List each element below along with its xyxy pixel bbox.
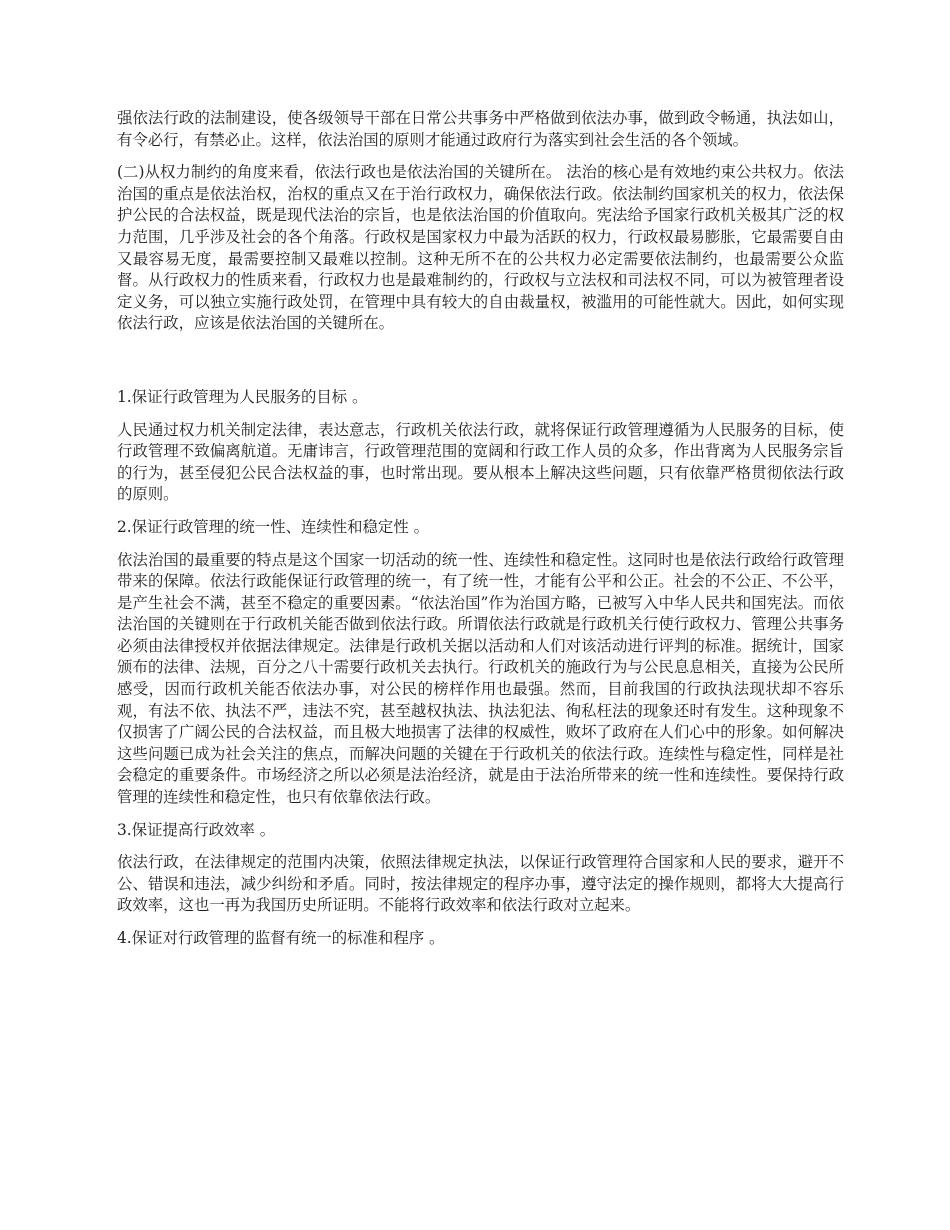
heading-point-1: 1.保证行政管理为人民服务的目标 。: [117, 387, 368, 406]
heading-point-3: 3.保证提高行政效率 。: [117, 820, 276, 839]
paragraph-point-3: 依法行政，在法律规定的范围内决策，依照法律规定执法，以保证行政管理符合国家和人民的要求，避开不公、错误和违法，减少纠纷和矛盾。同时，按法律规定的程序办事，遵守法定的操作规则，都将大大提高行政效率，这也一再为我国历史所证明。不能将行政效率和依法行政对立起来。: [117, 853, 844, 915]
paragraph-point-2: 依法治国的最重要的特点是这个国家一切活动的统一性、连续性和稳定性。这同时也是依法行政给行政管理带来的保障。依法行政能保证行政管理的统一，有了统一性，才能有公平和公正。社会的不公正、不公平，是产生社会不满，甚至不稳定的重要因素。“依法治国”作为治国方略，已被写入中华人民共和国宪法。而依法治国的关键则在于行政机关能否做到依法行政。所谓依法行政就是行政机关行使行政权力、管理公共事务必须由法律授权并依据法律规定。法律是行政机关据以活动和人们对该活动进行评判的标准。据统计，国家颁布的法律、法规，百分之八十需要行政机关去执行。行政机关的施政行为与公民息息相关，直接为公民所感受，因而行政机关能否依法办事，对公民的榜样作用也最强。然而，目前我国的行政执法现状却不容乐观，有法不依、执法不严，违法不究，甚至越权执法、执法犯法、徇私枉法的现象还时有发生。这种现象不仅损害了广阔公民的合法权益，而且极大地损害了法律的权威性，败坏了政府在人们心中的形象。如何解决这些问题已成为社会关注的焦点，而解决问题的关键在于行政机关的依法行政。连续性与稳定性，同样是社会稳定的重要条件。市场经济之所以必须是法治经济，就是由于法治所带来的统一性和连续性。要保持行政管理的连续性和稳定性，也只有依靠依法行政。: [117, 550, 844, 807]
paragraph-intro: 强依法行政的法制建设，使各级领导干部在日常公共事务中严格做到依法办事，做到政令畅通，执法如山，有令必行，有禁必止。这样，依法治国的原则才能通过政府行为落实到社会生活的各个领域。: [117, 109, 844, 149]
heading-point-2: 2.保证行政管理的统一性、连续性和稳定性 。: [117, 517, 429, 536]
paragraph-point-1: 人民通过权力机关制定法律，表达意志，行政机关依法行政，就将保证行政管理遵循为人民服务的目标，使行政管理不致偏离航道。无庸讳言，行政管理范围的宽阔和行政工作人员的众多，作出背离为人民服务宗旨的行为，甚至侵犯公民合法权益的事，也时常出现。要从根本上解决这些问题，只有依靠严格贯彻依法行政的原则。: [117, 420, 844, 504]
paragraph-power-restriction: (二)从权力制约的角度来看，依法行政也是依法治国的关键所在。 法治的核心是有效地约束公共权力。依法治国的重点是依法治权，治权的重点又在于治行政权力，确保依法行政。依法制约国家机关的权力，依法保护公民的合法权益，既是现代法治的宗旨，也是依法治国的价值取向。宪法给予国家行政机关极其广泛的权力范围，几乎涉及社会的各个角落。行政权是国家权力中最为活跃的权力，行政权最易膨胀，它最需要自由又最容易无度，最需要控制又最难以控制。这种无所不在的公共权力必定需要依法制约，也最需要公众监督。从行政权力的性质来看，行政权力也是最难制约的，行政权与立法权和司法权不同，可以为被管理者设定义务，可以独立实施行政处罚，在管理中具有较大的自由裁量权，被滥用的可能性就大。因此，如何实现依法行政，应该是依法治国的关键所在。: [117, 163, 844, 333]
section-gap: [117, 346, 844, 387]
document-page: [117, 108, 844, 961]
heading-point-4: 4.保证对行政管理的监督有统一的标准和程序 。: [117, 929, 445, 947]
